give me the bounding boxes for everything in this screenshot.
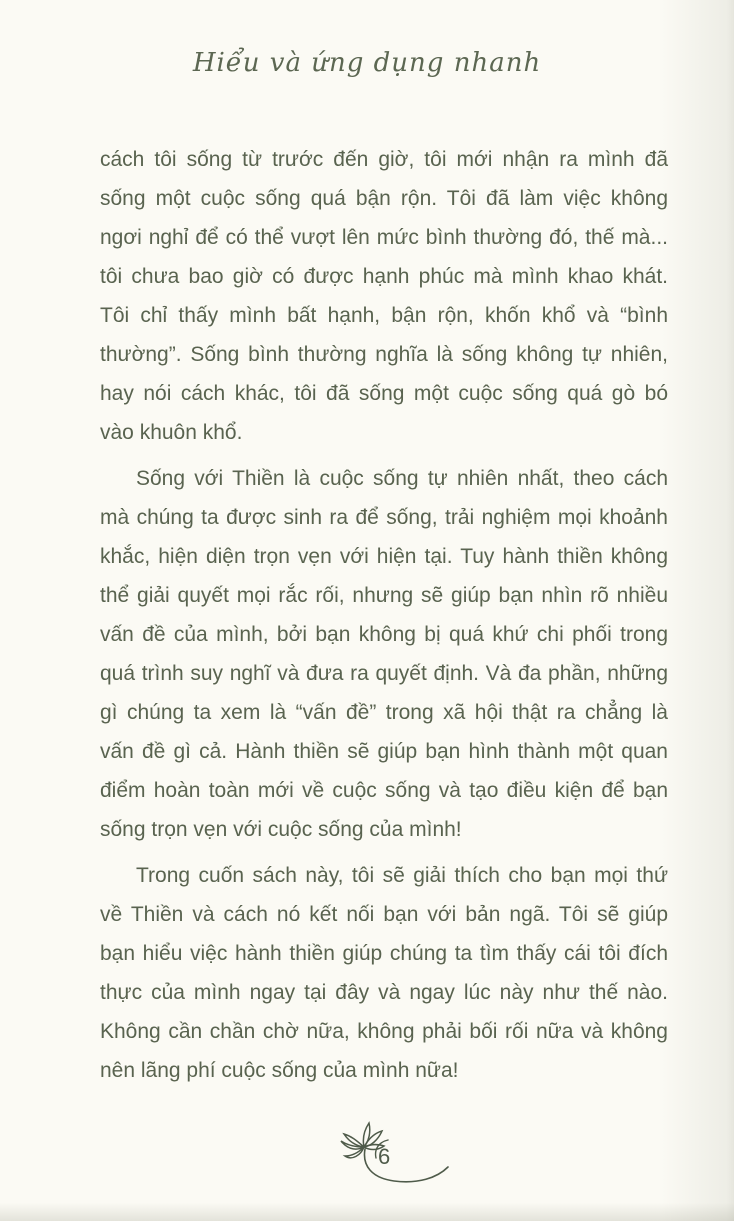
text-line: Tôi chỉ thấy mình bất hạnh, bận rộn, khốn khổ và “bình — [100, 304, 668, 327]
text-line: sống một cuộc sống quá bận rộn. Tôi đã làm việc không — [100, 187, 668, 210]
text-line: cách tôi sống từ trước đến giờ, tôi mới nhận ra mình đã — [100, 148, 668, 171]
text-line: hay nói cách khác, tôi đã sống một cuộc sống quá gò bó — [100, 382, 668, 405]
paragraph — [100, 856, 668, 1090]
text-line: thực của mình ngay tại đây và ngay lúc này như thế nào. — [100, 981, 668, 1004]
page-number: 6 — [378, 1144, 391, 1169]
text-line: thường”. Sống bình thường nghĩa là sống không tự nhiên, — [100, 343, 668, 366]
text-line: vào khuôn khổ. — [100, 421, 243, 444]
text-line: nên lãng phí cuộc sống của mình nữa! — [100, 1059, 459, 1082]
text-line: vấn đề gì cả. Hành thiền sẽ giúp bạn hình thành một quan — [100, 740, 668, 763]
running-header: Hiểu và ứng dụng nhanh — [192, 48, 542, 78]
text-line: điểm hoàn toàn mới về cuộc sống và tạo điều kiện để bạn — [100, 779, 668, 802]
body-text — [100, 140, 668, 1090]
text-line: Sống với Thiền là cuộc sống tự nhiên nhất, theo cách — [136, 467, 668, 490]
text-line: gì chúng ta xem là “vấn đề” trong xã hội thật ra chẳng là — [100, 701, 668, 724]
text-line: Không cần chần chờ nữa, không phải bối rối nữa và không — [100, 1020, 668, 1043]
text-line: ngơi nghỉ để có thể vượt lên mức bình thường đó, thế mà... — [100, 226, 668, 249]
text-line: thể giải quyết mọi rắc rối, nhưng sẽ giúp bạn nhìn rõ nhiều — [100, 584, 668, 607]
paragraph — [100, 140, 668, 452]
text-line: tôi chưa bao giờ có được hạnh phúc mà mình khao khát. — [100, 265, 668, 288]
text-line: khắc, hiện diện trọn vẹn với hiện tại. Tuy hành thiền không — [100, 545, 668, 568]
text-line: mà chúng ta được sinh ra để sống, trải nghiệm mọi khoảnh — [100, 506, 668, 529]
text-line: bạn hiểu việc hành thiền giúp chúng ta tìm thấy cái tôi đích — [100, 942, 668, 965]
text-line: sống trọn vẹn với cuộc sống của mình! — [100, 818, 462, 841]
paragraph — [100, 459, 668, 849]
page-footer — [338, 1120, 454, 1190]
text-line: Trong cuốn sách này, tôi sẽ giải thích cho bạn mọi thứ — [136, 864, 668, 887]
text-line: vấn đề của mình, bởi bạn không bị quá khứ chi phối trong — [100, 623, 668, 646]
text-line: quá trình suy nghĩ và đưa ra quyết định. Và đa phần, những — [100, 662, 668, 685]
text-line: về Thiền và cách nó kết nối bạn với bản ngã. Tôi sẽ giúp — [100, 903, 668, 926]
